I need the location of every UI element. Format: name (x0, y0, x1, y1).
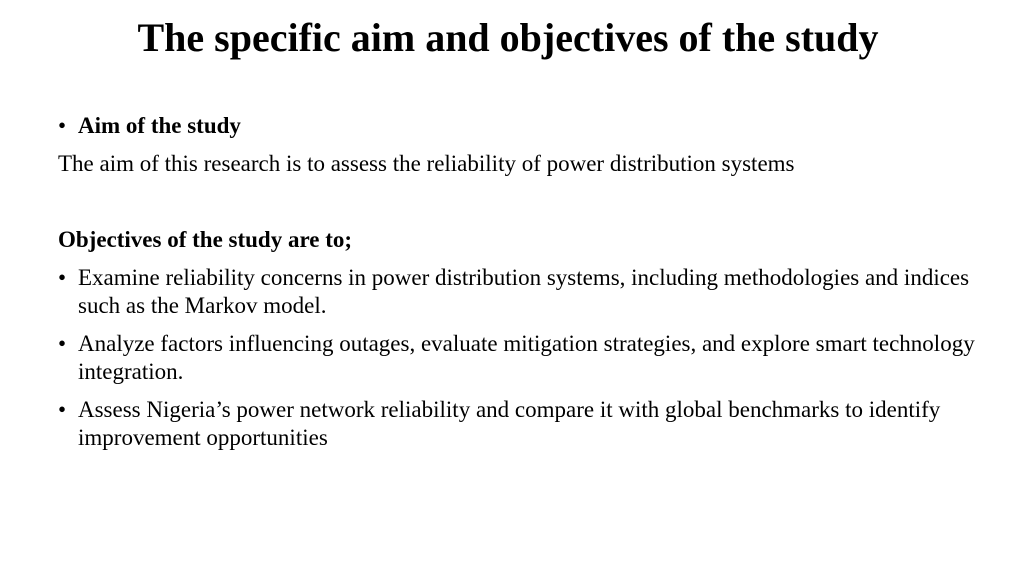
objective-text: Analyze factors influencing outages, evaluate mitigation strategies, and explore smart technology integration. (78, 331, 975, 384)
bullet-icon: • (58, 397, 67, 422)
objective-text: Assess Nigeria’s power network reliability and compare it with global benchmarks to identify improvement opportunities (78, 397, 941, 450)
aim-heading-row (58, 112, 978, 140)
objective-item (58, 396, 978, 452)
bullet-icon: • (58, 265, 67, 290)
objective-text: Examine reliability concerns in power distribution systems, including methodologies and indices such as the Markov model. (78, 265, 970, 318)
bullet-icon: • (58, 113, 67, 138)
objectives-list (58, 264, 978, 452)
bullet-icon: • (58, 331, 67, 356)
objective-item (58, 264, 978, 320)
aim-text: The aim of this research is to assess the reliability of power distribution systems (58, 151, 795, 176)
slide-title: The specific aim and objectives of the study (137, 15, 879, 60)
aim-heading: Aim of the study (78, 113, 241, 138)
objective-item (58, 330, 978, 386)
slide-body (58, 112, 978, 462)
objectives-heading: Objectives of the study are to; (58, 227, 353, 252)
